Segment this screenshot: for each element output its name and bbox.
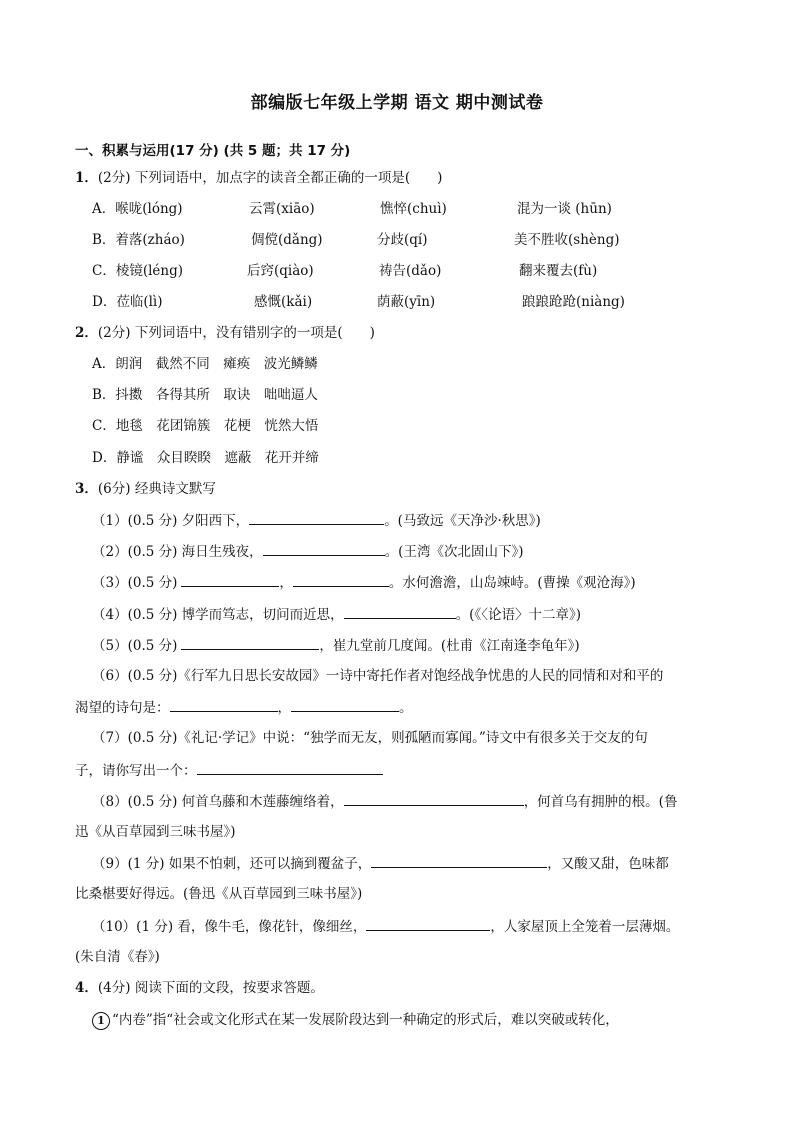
q3-item-8-cont: 迅《从百草园到三味书屋》): [75, 824, 236, 840]
item-text: 。(《〈论语〉十二章》): [455, 607, 581, 623]
q3-item-9: [92, 853, 669, 874]
question-text: (2分) 下列词语中，没有错别字的一项是( ): [97, 325, 375, 341]
item-text: （3）(0.5 分): [92, 575, 178, 591]
passage-text: “内卷”指“社会或文化形式在某一发展阶段达到一种确定的形式后，难以突破或转化，: [112, 1012, 619, 1028]
answer-blank[interactable]: [170, 697, 278, 712]
answer-blank[interactable]: [293, 572, 389, 587]
q1-option-c-word: 祷告(dǎo): [379, 263, 442, 279]
item-text: 。(王湾《次北固山下》): [384, 544, 524, 560]
answer-blank[interactable]: [371, 853, 547, 868]
item-text: ，何首乌有拥肿的根。(鲁: [523, 794, 678, 810]
question-text: (2分) 下列词语中，加点字的读音全都正确的一项是( ): [97, 170, 443, 186]
q1-option-a-word: 憔悴(chuì): [380, 201, 447, 217]
question-number: 4．: [75, 980, 98, 996]
q3-item-7-cont: [75, 760, 383, 781]
q3-item-4: [92, 604, 581, 625]
item-text: （9）(1 分) 如果不怕刺，还可以摘到覆盆子，: [92, 856, 372, 872]
item-text: 渴望的诗句是：: [75, 700, 170, 716]
q3-item-2: [92, 541, 523, 562]
q1-option-b: B．着落(zháo): [92, 232, 185, 248]
q3-item-10: [92, 916, 679, 937]
answer-blank[interactable]: [344, 604, 456, 619]
item-text: （5）(0.5 分): [92, 638, 178, 654]
q3-item-3: [92, 572, 636, 593]
answer-blank[interactable]: [291, 697, 399, 712]
q3-item-1: [92, 510, 541, 531]
q3-item-8: [92, 791, 677, 812]
q1-option-d-word: 荫蔽(yīn): [377, 294, 436, 310]
q3-item-5: [92, 635, 580, 656]
q1-option-a-word: 云霄(xiāo): [249, 201, 315, 217]
question-2: [75, 323, 375, 343]
question-text: (4分) 阅读下面的文段，按要求答题。: [97, 980, 324, 996]
question-1: [75, 168, 442, 188]
q2-option-a: A．朗润 截然不同 瘫痪 波光鳞鳞: [92, 356, 318, 372]
q2-option-b: B．抖擞 各得其所 取诀 咄咄逼人: [92, 387, 318, 403]
q3-item-6: （6）(0.5 分)《行军九日思长安故园》一诗中寄托作者对饱经战争忧患的人民的同情和对和平的: [92, 668, 664, 684]
q1-option-c-word: 后窍(qiào): [247, 263, 314, 279]
item-text: ，: [277, 700, 291, 716]
question-4: [75, 978, 324, 998]
item-text: （10）(1 分) 看，像牛毛，像花针，像细丝，: [92, 919, 367, 935]
item-text: ，: [279, 575, 293, 591]
q1-option-b-word: 倜傥(dǎng): [251, 232, 323, 248]
answer-blank[interactable]: [181, 635, 319, 650]
q3-item-9-cont: 比桑椹要好得远。(鲁迅《从百草园到三味书屋》): [75, 886, 363, 902]
q3-item-10-cont: (朱自清《春》): [75, 949, 160, 965]
answer-blank[interactable]: [249, 510, 384, 525]
section-heading: 一、积累与运用(17 分) (共 5 题；共 17 分): [75, 143, 351, 159]
q2-option-c: C．地毯 花团锦簇 花梗 恍然大悟: [92, 418, 319, 434]
q1-option-a-word: 混为一谈 (hūn): [517, 201, 612, 217]
q1-option-d: D．莅临(lì): [92, 294, 163, 310]
answer-blank[interactable]: [197, 760, 383, 775]
question-number: 3．: [75, 481, 98, 497]
answer-blank[interactable]: [181, 572, 279, 587]
q1-option-c: C．棱镜(léng): [92, 263, 184, 279]
page-title: 部编版七年级上学期 语文 期中测试卷: [250, 93, 544, 113]
question-text: (6分) 经典诗文默写: [97, 481, 216, 497]
question-number: 1．: [75, 170, 98, 186]
q1-option-d-word: 踉踉跄跄(niàng): [522, 294, 625, 310]
question-3: [75, 479, 216, 499]
item-text: （1）(0.5 分) 夕阳西下，: [92, 513, 250, 529]
item-text: 。(马致远《天净沙·秋思》): [384, 513, 541, 529]
q3-item-6-cont: [75, 697, 413, 718]
item-text: ，崔九堂前几度闻。(杜甫《江南逢李龟年》): [319, 638, 580, 654]
q3-item-7: （7）(0.5 分)《礼记·学记》中说：“独学而无友，则孤陋而寡闻。”诗文中有很多关于交友的句: [92, 730, 648, 746]
q1-option-b-word: 美不胜收(shèng): [514, 232, 620, 248]
q1-option-c-word: 翻来覆去(fù): [519, 263, 598, 279]
q1-option-a: A．喉咙(lóng): [92, 201, 183, 217]
item-text: 。: [399, 700, 413, 716]
circled-number-icon: 1: [92, 1012, 110, 1030]
question-number: 2．: [75, 325, 98, 341]
item-text: 。水何澹澹，山岛竦峙。(曹操《观沧海》): [388, 575, 636, 591]
q1-option-b-word: 分歧(qí): [377, 232, 428, 248]
item-text: 子，请你写出一个：: [75, 763, 197, 779]
q1-option-d-word: 感慨(kǎi): [254, 294, 313, 310]
item-text: ，又酸又甜，色味都: [547, 856, 669, 872]
answer-blank[interactable]: [344, 791, 524, 806]
item-text: （2）(0.5 分) 海日生残夜，: [92, 544, 263, 560]
q2-option-d: D．静谧 众目睽睽 遮蔽 花开并缔: [92, 450, 319, 466]
answer-blank[interactable]: [263, 541, 385, 556]
item-text: （8）(0.5 分) 何首乌藤和木莲藤缠络着，: [92, 794, 344, 810]
item-text: ，人家屋顶上全笼着一层薄烟。: [490, 919, 680, 935]
q4-passage: [92, 1010, 619, 1030]
item-text: （4）(0.5 分) 博学而笃志，切问而近思，: [92, 607, 344, 623]
answer-blank[interactable]: [366, 916, 490, 931]
